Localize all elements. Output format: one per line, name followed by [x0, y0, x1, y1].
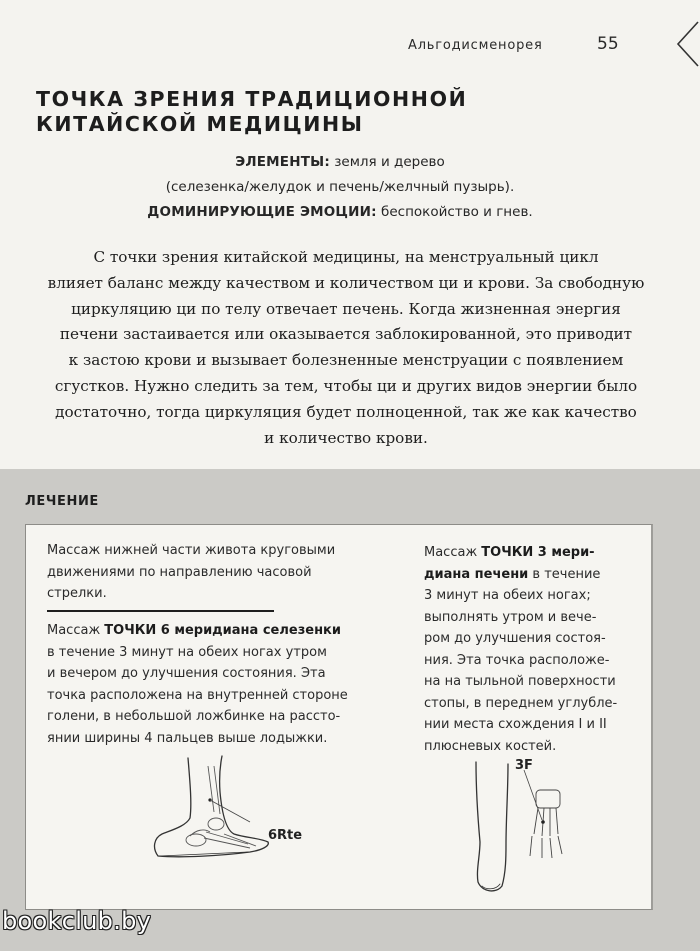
- text-line: 3 минут на обеих ногах;: [424, 588, 591, 603]
- divider: [47, 610, 274, 612]
- massage-point3-text: [424, 542, 634, 757]
- text-line: стопы, в переднем углубле-: [424, 695, 618, 711]
- point-name: ТОЧКИ 6 меридиана селезенки: [104, 623, 341, 638]
- text-line: голени, в небольшой ложбинке на рассто-: [47, 709, 341, 724]
- elements-block: [60, 150, 620, 225]
- text-line: и вечером до улучшения состояния. Эта: [47, 666, 326, 681]
- massage-point6-text: [47, 620, 397, 749]
- text-line: Массаж нижней части живота круговыми: [47, 543, 336, 558]
- label-6rte: 6Rte: [268, 828, 303, 843]
- emotions-label: ДОМИНИРУЮЩИЕ ЭМОЦИИ:: [147, 204, 377, 220]
- elements-label: ЭЛЕМЕНТЫ:: [235, 154, 330, 170]
- body-line: циркуляцию ци по телу отвечает печень. Когда жизненная энергия: [71, 299, 621, 318]
- label-3f: 3F: [515, 758, 533, 773]
- text-line: движениями по направлению часовой: [47, 564, 312, 580]
- text-line: нии места схождения I и II: [424, 717, 607, 732]
- point-name-cont: диана печени: [424, 566, 529, 582]
- body-line: сгустков. Нужно следить за тем, чтобы ци и других видов энергии было: [54, 376, 638, 395]
- text-line: [47, 620, 397, 642]
- text-line: [424, 564, 634, 586]
- text-prefix: Массаж: [424, 545, 482, 560]
- text-line: плюсневых костей.: [424, 738, 557, 754]
- watermark: bookclub.by: [2, 907, 152, 935]
- point-name: ТОЧКИ 3 мери-: [481, 545, 595, 560]
- body-line: к застою крови и вызывает болезненные менструации с появлением: [68, 351, 624, 370]
- text-line: в течение 3 минут на обеих ногах утром: [47, 644, 327, 660]
- text-line: [424, 542, 634, 564]
- massage-abdomen-text: [47, 540, 377, 605]
- foot-front-illustration: [466, 760, 576, 900]
- page-number: 55: [597, 34, 619, 54]
- running-head: Альгодисменорея: [408, 38, 543, 53]
- text-suffix: в течение: [528, 566, 601, 582]
- text-line: янии ширины 4 пальцев выше лодыжки.: [47, 730, 328, 746]
- emotions-line: [60, 200, 620, 225]
- section-heading: [36, 87, 468, 137]
- text-line: ния. Эта точка расположе-: [424, 652, 610, 668]
- chevron-left-icon: [672, 8, 700, 78]
- heading-line-1: ТОЧКА ЗРЕНИЯ ТРАДИЦИОННОЙ: [36, 87, 468, 111]
- body-paragraph: [40, 245, 652, 451]
- elements-value: земля и дерево: [334, 154, 445, 170]
- body-line: и количество крови.: [264, 428, 428, 447]
- emotions-value: беспокойство и гнев.: [381, 204, 533, 220]
- treatment-title: ЛЕЧЕНИЕ: [25, 494, 99, 509]
- body-line: достаточно, тогда циркуляция будет полноценной, так же как качество: [55, 402, 637, 421]
- text-line: на на тыльной поверхности: [424, 674, 616, 689]
- text-line: ром до улучшения состоя-: [424, 631, 606, 646]
- elements-line-cont: (селезенка/желудок и печень/желчный пузырь).: [165, 179, 515, 195]
- heading-line-2: КИТАЙСКОЙ МЕДИЦИНЫ: [36, 112, 364, 136]
- text-line: точка расположена на внутренней стороне: [47, 687, 348, 703]
- body-line: влияет баланс между качеством и количеством ци и крови. За свободную: [47, 273, 645, 292]
- text-line: выполнять утром и вече-: [424, 609, 597, 625]
- body-line: печени застаивается или оказывается заблокированной, это приводит: [59, 325, 633, 344]
- foot-side-illustration: [150, 752, 275, 872]
- text-prefix: Массаж: [47, 623, 105, 638]
- text-line: стрелки.: [47, 586, 107, 601]
- elements-line: [60, 150, 620, 175]
- body-line: С точки зрения китайской медицины, на менструальный цикл: [93, 248, 599, 266]
